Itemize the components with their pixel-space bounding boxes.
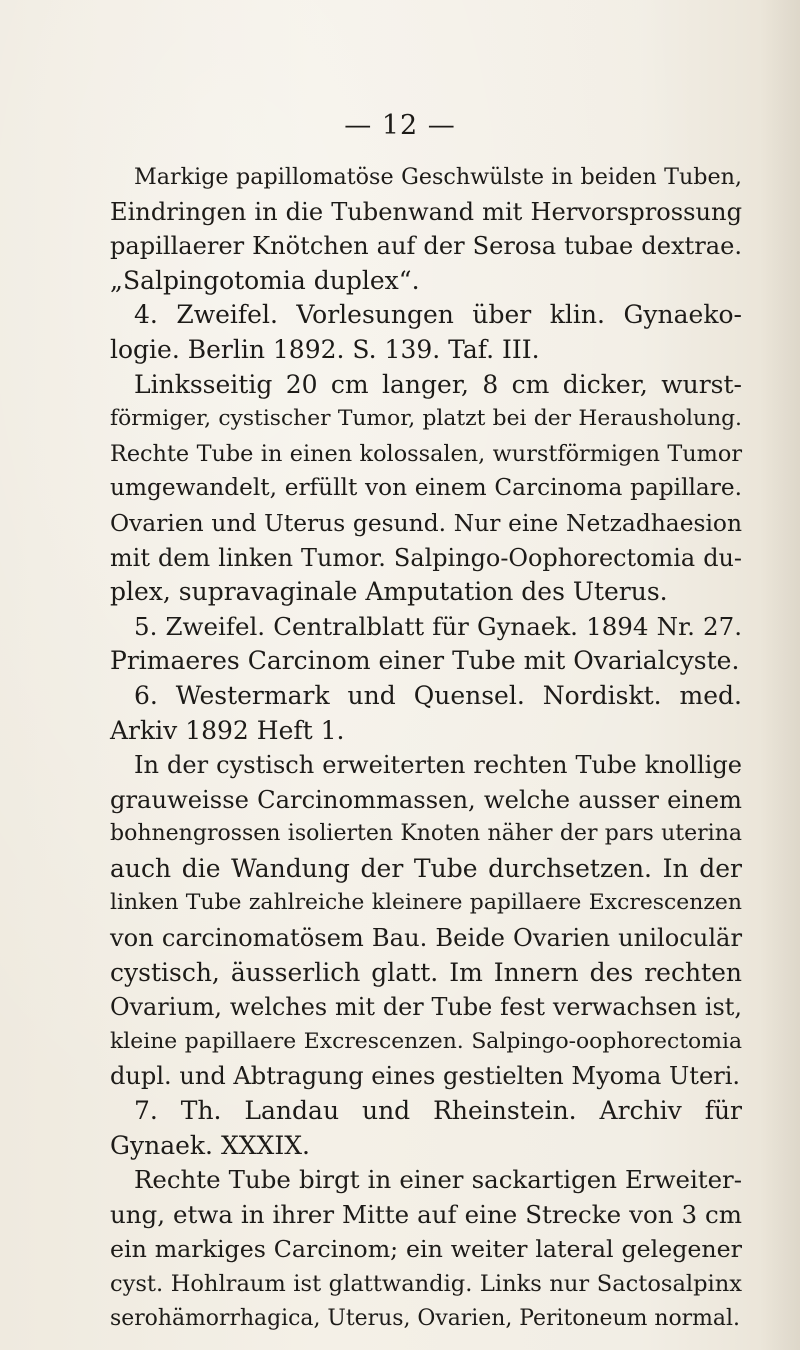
text-line: Arkiv 1892 Heft 1. [110, 715, 345, 745]
text-line: bohnengrossen isolierten Knoten näher der pars uterina [110, 821, 742, 847]
text-line: cystisch, äusserlich glatt. Im Innern des rechten [110, 957, 742, 987]
page-edge-shadow [760, 0, 800, 1350]
text-line: Eindringen in die Tubenwand mit Hervorsprossung [110, 197, 742, 226]
text-line: 7. Th. Landau und Rheinstein. Archiv für [134, 1096, 742, 1126]
text-line: linken Tube zahlreiche kleinere papillaere Excrescenzen [110, 890, 742, 916]
text-line: cyst. Hohlraum ist glattwandig. Links nur Sactosalpinx [110, 1271, 742, 1297]
text-line: Ovarium, welches mit der Tube fest verwachsen ist, [110, 993, 742, 1022]
text-line: dupl. und Abtragung eines gestielten Myoma Uteri. [110, 1062, 741, 1091]
text-line: umgewandelt, erfüllt von einem Carcinoma papillare. [110, 474, 742, 502]
text-line: grauweisse Carcinommassen, welche ausser einem [110, 785, 742, 814]
text-line: auch die Wandung der Tube durchsetzen. In der [110, 853, 742, 883]
text-line: 6. Westermark und Quensel. Nordiskt. med. [134, 680, 742, 710]
text-line: ung, etwa in ihrer Mitte auf eine Strecke von 3 cm [110, 1199, 742, 1229]
text-line: Gynaek. XXXIX. [110, 1130, 310, 1160]
text-line: Markige papillomatöse Geschwülste in beiden Tuben, [134, 164, 742, 190]
text-line: 4. Zweifel. Vorlesungen über klin. Gynaeko- [134, 300, 742, 330]
text-line: Rechte Tube in einen kolossalen, wurstförmigen Tumor [110, 440, 742, 467]
text-line: Primaeres Carcinom einer Tube mit Ovarialcyste. [110, 646, 740, 676]
text-line: kleine papillaere Excrescenzen. Salpingo-oophorectomia [110, 1028, 742, 1054]
text-line: 5. Zweifel. Centralblatt für Gynaek. 1894 Nr. 27. [134, 611, 742, 641]
text-line: Ovarien und Uterus gesund. Nur eine Netzadhaesion [110, 508, 742, 537]
text-line: von carcinomatösem Bau. Beide Ovarien uniloculär [110, 924, 742, 953]
text-line: „Salpingotomia duplex“. [110, 265, 420, 295]
page-number: — 12 — [344, 110, 456, 141]
text-line: förmiger, cystischer Tumor, platzt bei der Herausholung. [110, 406, 742, 432]
text-line: Rechte Tube birgt in einer sackartigen Erweiter- [134, 1165, 742, 1195]
text-line: ein markiges Carcinom; ein weiter lateral gelegener [110, 1235, 742, 1264]
text-line: serohämorrhagica, Uterus, Ovarien, Peritoneum normal. [110, 1305, 740, 1331]
text-line: Linksseitig 20 cm langer, 8 cm dicker, wurst- [134, 369, 742, 399]
text-line: plex, supravaginale Amputation des Uterus. [110, 577, 668, 607]
text-line: In der cystisch erweiterten rechten Tube knollige [134, 751, 742, 780]
text-line: mit dem linken Tumor. Salpingo-Oophorectomia du- [110, 543, 742, 572]
text-line: papillaerer Knötchen auf der Serosa tubae dextrae. [110, 232, 742, 261]
text-line: logie. Berlin 1892. S. 139. Taf. III. [110, 334, 540, 364]
body-text [110, 160, 742, 1336]
